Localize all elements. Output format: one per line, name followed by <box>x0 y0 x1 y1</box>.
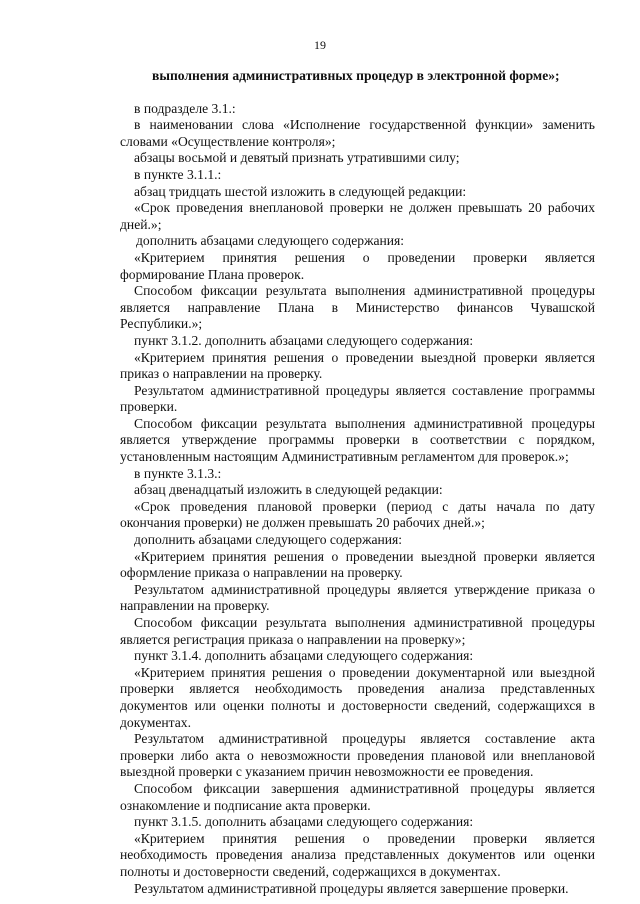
paragraph: пункт 3.1.2. дополнить абзацами следующего содержания: <box>134 332 474 348</box>
paragraph: в пункте 3.1.1.: <box>134 166 222 182</box>
paragraph: в подразделе 3.1.: <box>134 100 236 116</box>
paragraph: Результатом административной процедуры является составление акта проверки либо акта о невозможности проведения плановой или внеплановой выездной проверки с указанием причин невозможности ее проведения. <box>120 731 595 780</box>
paragraph: «Критерием принятия решения о проведении выездной проверки является оформление приказа о направлении на проверку. <box>120 548 595 581</box>
paragraph: пункт 3.1.5. дополнить абзацами следующего содержания: <box>134 814 474 830</box>
page-number: 19 <box>314 38 326 52</box>
paragraph: в пункте 3.1.3.: <box>134 465 222 481</box>
paragraph: дополнить абзацами следующего содержания: <box>134 532 403 548</box>
document-body <box>120 68 595 897</box>
paragraph: «Срок проведения плановой проверки (период с даты начала по дату окончания проверки) не должен превышать 20 рабочих дней.»; <box>120 498 595 531</box>
paragraph: Результатом административной процедуры является завершение проверки. <box>134 880 569 896</box>
paragraph: абзац двенадцатый изложить в следующей редакции: <box>134 482 443 498</box>
paragraph: Способом фиксации результата выполнения административной процедуры является регистрация приказа о направлении на проверку»; <box>120 615 595 647</box>
paragraph: «Срок проведения внеплановой проверки не должен превышать 20 рабочих дней.»; <box>120 200 595 232</box>
paragraph: Способом фиксации результата выполнения административной процедуры является утверждение программы проверки в соответствии с порядком, установленным настоящим Административным регламентом для проверок.»; <box>120 415 595 465</box>
paragraph: абзац тридцать шестой изложить в следующей редакции: <box>134 183 467 199</box>
paragraph: пункт 3.1.4. дополнить абзацами следующего содержания: <box>134 648 474 664</box>
paragraph: «Критерием принятия решения о проведении документарной или выездной проверки является необходимость проведения анализа представленных документов или оценки полноты и достоверности сведений, содержащихся в документах. <box>120 664 595 730</box>
paragraph: в наименовании слова «Исполнение государственной функции» заменить словами «Осуществление контроля»; <box>120 117 595 149</box>
paragraph: «Критерием принятия решения о проведении проверки является формирование Плана проверок. <box>120 249 595 282</box>
paragraph: Способом фиксации завершения административной процедуры является ознакомление и подписание акта проверки. <box>120 780 595 813</box>
heading-continuation: выполнения административных процедур в электронной форме»; <box>152 68 560 83</box>
paragraph: «Критерием принятия решения о проведении выездной проверки является приказ о направлении на проверку. <box>120 349 595 382</box>
paragraph: Способом фиксации результата выполнения административной процедуры является направление Плана в Министерство финансов Чувашской Республики.»; <box>120 283 595 332</box>
paragraph: абзацы восьмой и девятый признать утратившими силу; <box>134 150 460 166</box>
paragraph: Результатом административной процедуры является составление программы проверки. <box>120 382 595 415</box>
paragraph: Результатом административной процедуры является утверждение приказа о направлении на проверку. <box>120 581 595 614</box>
paragraph: дополнить абзацами следующего содержания: <box>136 233 405 249</box>
paragraph: «Критерием принятия решения о проведении проверки является необходимость проведения анализа представленных документов или оценки полноты и достоверности сведений, содержащихся в документах. <box>120 830 595 879</box>
